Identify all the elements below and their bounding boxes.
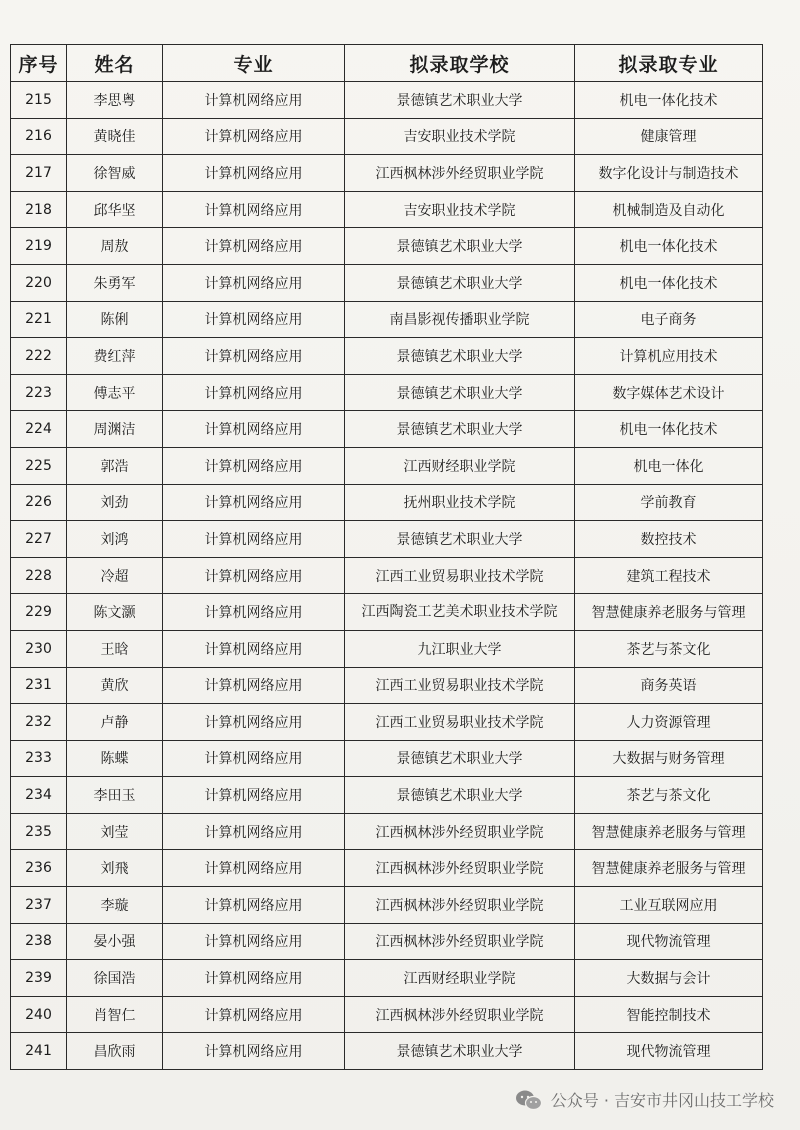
cell-name: 李田玉 [67,777,163,814]
cell-school: 江西财经职业学院 [345,960,575,997]
cell-name: 徐智威 [67,155,163,192]
cell-serial: 215 [11,82,67,119]
cell-major: 计算机网络应用 [163,118,345,155]
watermark-text: 公众号 · 吉安市井冈山技工学校 [550,1091,774,1110]
table-row [11,118,763,155]
cell-major: 计算机网络应用 [163,887,345,924]
cell-name: 郭浩 [67,447,163,484]
cell-admit-major: 工业互联网应用 [575,887,763,924]
cell-major: 计算机网络应用 [163,923,345,960]
table-row [11,338,763,375]
cell-serial: 232 [11,704,67,741]
cell-serial: 226 [11,484,67,521]
cell-admit-major: 智慧健康养老服务与管理 [575,813,763,850]
wechat-watermark [515,1088,774,1111]
cell-admit-major: 机械制造及自动化 [575,191,763,228]
table-row [11,923,763,960]
cell-major: 计算机网络应用 [163,667,345,704]
cell-serial: 238 [11,923,67,960]
cell-admit-major: 机电一体化技术 [575,82,763,119]
cell-major: 计算机网络应用 [163,813,345,850]
cell-admit-major: 数字媒体艺术设计 [575,374,763,411]
cell-major: 计算机网络应用 [163,996,345,1033]
cell-admit-major: 智慧健康养老服务与管理 [575,594,763,631]
cell-name: 肖智仁 [67,996,163,1033]
cell-school: 江西工业贸易职业技术学院 [345,704,575,741]
cell-serial: 225 [11,447,67,484]
table-row [11,740,763,777]
cell-major: 计算机网络应用 [163,777,345,814]
cell-major: 计算机网络应用 [163,960,345,997]
table-row [11,630,763,667]
cell-school: 景德镇艺术职业大学 [345,521,575,558]
cell-major: 计算机网络应用 [163,850,345,887]
cell-school: 景德镇艺术职业大学 [345,411,575,448]
cell-major: 计算机网络应用 [163,557,345,594]
table-row [11,960,763,997]
cell-serial: 223 [11,374,67,411]
cell-admit-major: 人力资源管理 [575,704,763,741]
cell-major: 计算机网络应用 [163,630,345,667]
cell-serial: 221 [11,301,67,338]
cell-serial: 229 [11,594,67,631]
cell-name: 黄欣 [67,667,163,704]
cell-name: 费红萍 [67,338,163,375]
table-row [11,1033,763,1070]
cell-school: 江西枫林涉外经贸职业学院 [345,813,575,850]
cell-school: 抚州职业技术学院 [345,484,575,521]
cell-school: 吉安职业技术学院 [345,118,575,155]
cell-school: 景德镇艺术职业大学 [345,338,575,375]
cell-name: 徐国浩 [67,960,163,997]
cell-serial: 241 [11,1033,67,1070]
cell-school: 南昌影视传播职业学院 [345,301,575,338]
table-row [11,264,763,301]
cell-school: 江西枫林涉外经贸职业学院 [345,155,575,192]
cell-name: 王晗 [67,630,163,667]
header-admit-major: 拟录取专业 [575,45,763,82]
header-major: 专业 [163,45,345,82]
table-row [11,777,763,814]
cell-name: 昌欣雨 [67,1033,163,1070]
table-row [11,594,763,631]
cell-name: 陈文灏 [67,594,163,631]
cell-major: 计算机网络应用 [163,594,345,631]
cell-serial: 234 [11,777,67,814]
cell-name: 李思粤 [67,82,163,119]
cell-admit-major: 机电一体化 [575,447,763,484]
cell-school: 景德镇艺术职业大学 [345,374,575,411]
cell-admit-major: 计算机应用技术 [575,338,763,375]
cell-serial: 228 [11,557,67,594]
cell-serial: 224 [11,411,67,448]
header-serial: 序号 [11,45,67,82]
cell-school: 景德镇艺术职业大学 [345,1033,575,1070]
cell-serial: 219 [11,228,67,265]
cell-major: 计算机网络应用 [163,740,345,777]
cell-major: 计算机网络应用 [163,338,345,375]
cell-serial: 230 [11,630,67,667]
cell-major: 计算机网络应用 [163,264,345,301]
table-row [11,521,763,558]
cell-admit-major: 建筑工程技术 [575,557,763,594]
cell-admit-major: 机电一体化技术 [575,411,763,448]
cell-school: 景德镇艺术职业大学 [345,264,575,301]
admission-table [10,44,763,1070]
cell-serial: 239 [11,960,67,997]
cell-school: 江西工业贸易职业技术学院 [345,667,575,704]
cell-school: 江西枫林涉外经贸职业学院 [345,850,575,887]
cell-admit-major: 茶艺与茶文化 [575,777,763,814]
cell-admit-major: 现代物流管理 [575,1033,763,1070]
cell-school: 江西财经职业学院 [345,447,575,484]
table-row [11,447,763,484]
cell-school: 九江职业大学 [345,630,575,667]
cell-major: 计算机网络应用 [163,374,345,411]
cell-major: 计算机网络应用 [163,191,345,228]
cell-name: 黄晓佳 [67,118,163,155]
cell-name: 朱勇军 [67,264,163,301]
header-school: 拟录取学校 [345,45,575,82]
table-row [11,228,763,265]
cell-school: 江西工业贸易职业技术学院 [345,557,575,594]
table-row [11,411,763,448]
header-name: 姓名 [67,45,163,82]
table-row [11,850,763,887]
cell-school: 江西枫林涉外经贸职业学院 [345,996,575,1033]
cell-major: 计算机网络应用 [163,411,345,448]
cell-major: 计算机网络应用 [163,155,345,192]
cell-name: 李璇 [67,887,163,924]
cell-school: 江西枫林涉外经贸职业学院 [345,887,575,924]
cell-serial: 216 [11,118,67,155]
cell-admit-major: 学前教育 [575,484,763,521]
table-row [11,301,763,338]
table-row [11,887,763,924]
table-row [11,82,763,119]
cell-name: 周渊洁 [67,411,163,448]
table-row [11,557,763,594]
cell-serial: 233 [11,740,67,777]
cell-school: 吉安职业技术学院 [345,191,575,228]
cell-school: 景德镇艺术职业大学 [345,777,575,814]
cell-name: 陈俐 [67,301,163,338]
cell-admit-major: 智能控制技术 [575,996,763,1033]
cell-major: 计算机网络应用 [163,301,345,338]
cell-serial: 231 [11,667,67,704]
cell-admit-major: 机电一体化技术 [575,228,763,265]
cell-name: 刘劲 [67,484,163,521]
table-row [11,704,763,741]
cell-serial: 227 [11,521,67,558]
cell-serial: 217 [11,155,67,192]
cell-name: 刘飛 [67,850,163,887]
cell-name: 刘莹 [67,813,163,850]
cell-admit-major: 大数据与会计 [575,960,763,997]
cell-serial: 220 [11,264,67,301]
cell-major: 计算机网络应用 [163,704,345,741]
cell-major: 计算机网络应用 [163,228,345,265]
cell-admit-major: 茶艺与茶文化 [575,630,763,667]
table-row [11,374,763,411]
table-row [11,484,763,521]
cell-serial: 218 [11,191,67,228]
table-row [11,996,763,1033]
cell-name: 邱华坚 [67,191,163,228]
cell-admit-major: 大数据与财务管理 [575,740,763,777]
cell-major: 计算机网络应用 [163,447,345,484]
table-row [11,667,763,704]
cell-serial: 240 [11,996,67,1033]
cell-name: 卢静 [67,704,163,741]
cell-school: 景德镇艺术职业大学 [345,740,575,777]
cell-name: 晏小强 [67,923,163,960]
cell-serial: 237 [11,887,67,924]
cell-major: 计算机网络应用 [163,521,345,558]
table-body [11,82,763,1070]
table-header-row [11,45,763,82]
cell-admit-major: 数控技术 [575,521,763,558]
cell-major: 计算机网络应用 [163,484,345,521]
table-row [11,191,763,228]
cell-admit-major: 电子商务 [575,301,763,338]
cell-name: 傅志平 [67,374,163,411]
cell-name: 冷超 [67,557,163,594]
cell-admit-major: 现代物流管理 [575,923,763,960]
cell-school: 江西枫林涉外经贸职业学院 [345,923,575,960]
cell-name: 陈蝶 [67,740,163,777]
table-row [11,813,763,850]
cell-major: 计算机网络应用 [163,82,345,119]
cell-school: 景德镇艺术职业大学 [345,82,575,119]
cell-admit-major: 商务英语 [575,667,763,704]
cell-admit-major: 智慧健康养老服务与管理 [575,850,763,887]
cell-serial: 222 [11,338,67,375]
cell-serial: 236 [11,850,67,887]
cell-name: 刘鸿 [67,521,163,558]
cell-major: 计算机网络应用 [163,1033,345,1070]
cell-school: 江西陶瓷工艺美术职业技术学院 [345,594,575,631]
cell-school: 景德镇艺术职业大学 [345,228,575,265]
cell-admit-major: 机电一体化技术 [575,264,763,301]
table-row [11,155,763,192]
cell-admit-major: 数字化设计与制造技术 [575,155,763,192]
cell-name: 周敖 [67,228,163,265]
cell-admit-major: 健康管理 [575,118,763,155]
cell-serial: 235 [11,813,67,850]
wechat-icon [515,1089,543,1111]
